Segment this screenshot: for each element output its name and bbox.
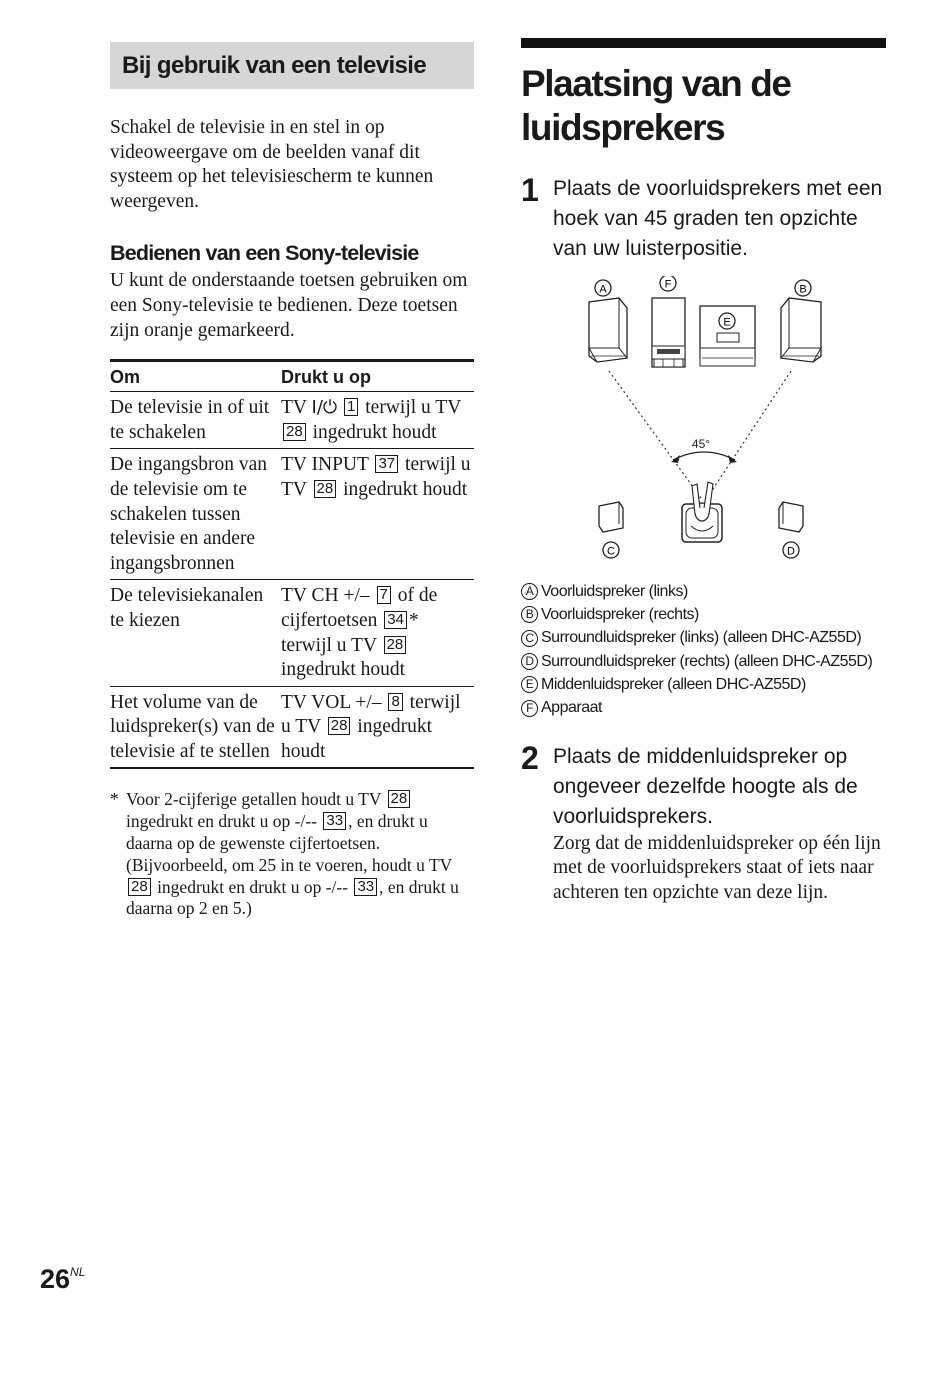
key-number-badge: 28 xyxy=(328,717,351,735)
footnote-segment: ingedrukt en drukt u op -/-- xyxy=(126,811,322,832)
subheading-sony-tv: Bedienen van een Sony-televisie xyxy=(110,241,419,266)
left-sightline xyxy=(609,371,701,498)
label-f: F xyxy=(664,278,672,291)
legend-text: Apparaat xyxy=(541,699,602,717)
key-text: TV CH +/– xyxy=(281,585,375,607)
section-title: Bij gebruik van een televisie xyxy=(122,51,427,79)
key-text: terwijl u TV xyxy=(360,397,461,419)
table-cell-purpose: De ingangsbron van de televisie om te schakelen tussen televisie en andere ingangsbronnen xyxy=(110,449,281,580)
key-number-badge: 33 xyxy=(354,878,377,896)
table-cell-purpose: De televisiekanalen te kiezen xyxy=(110,580,281,686)
key-number-badge: 28 xyxy=(283,423,306,441)
key-text: ingedrukt houdt xyxy=(281,716,433,762)
step-number: 1 xyxy=(521,172,538,208)
label-e-marker xyxy=(719,313,735,329)
step-text: Plaats de voorluidsprekers met een hoek van 45 graden ten opzichte van uw luisterpositie. xyxy=(553,177,883,260)
page-title: Plaatsing van de luidsprekers xyxy=(521,63,791,148)
key-text: ingedrukt houdt xyxy=(307,421,437,443)
legend-letter: C xyxy=(521,630,538,647)
key-text: terwijl u TV xyxy=(281,691,461,738)
table-cell-keys xyxy=(281,449,474,580)
front-right-speaker-icon xyxy=(781,298,821,362)
key-number-badge: 33 xyxy=(323,812,346,830)
power-icon: I/⏻ xyxy=(311,397,338,419)
table-cell-keys xyxy=(281,686,474,768)
label-c-marker xyxy=(603,542,619,558)
footnote-segment: Voor 2-cijferige getallen houdt u TV xyxy=(126,789,386,810)
column-header-keys: Drukt u op xyxy=(281,361,474,392)
angle-arc xyxy=(673,452,735,460)
footnote-segment: , en drukt u daarna op de gewenste cijfertoetsen. (Bijvoorbeeld, om 25 in te voeren, houdt u TV xyxy=(126,811,452,875)
surround-left-speaker-icon xyxy=(599,502,623,532)
sony-intro-paragraph: U kunt de onderstaande toetsen gebruiken om een Sony-televisie te bedienen. Deze toetsen zijn oranje gemarkeerd. xyxy=(110,270,468,341)
key-number-badge: 37 xyxy=(375,455,398,473)
footnote-text xyxy=(126,789,474,920)
key-text: of de cijfertoetsen xyxy=(281,585,438,631)
legend-text: Voorluidspreker (rechts) xyxy=(541,605,699,623)
key-number-badge: 1 xyxy=(344,398,358,416)
left-column xyxy=(110,42,474,920)
key-number-badge: 7 xyxy=(377,586,391,604)
table-row xyxy=(110,686,474,768)
label-a-marker xyxy=(595,280,611,296)
key-number-badge: 28 xyxy=(314,480,337,498)
legend-item xyxy=(521,580,886,603)
speaker-placement-diagram xyxy=(579,276,829,566)
key-text: TV VOL +/– xyxy=(281,691,387,713)
label-f-marker xyxy=(660,276,676,291)
surround-right-speaker-icon xyxy=(779,502,803,532)
table-cell-keys xyxy=(281,580,474,686)
legend-letter: F xyxy=(521,700,538,717)
key-text: ingedrukt houdt xyxy=(281,659,406,681)
control-table xyxy=(110,359,474,769)
label-c: C xyxy=(607,545,615,558)
angle-label: 45° xyxy=(691,437,711,451)
table-cell-keys xyxy=(281,392,474,449)
label-b: B xyxy=(799,283,807,296)
step-number: 2 xyxy=(521,739,538,776)
front-left-speaker-icon xyxy=(589,298,627,362)
key-text: TV INPUT xyxy=(281,454,374,476)
footnote-marker: * xyxy=(110,789,119,810)
step-2-detail: Zorg dat de middenluidspreker op één lijn met de voorluidsprekers staat of iets naar achteren ten opzichte van deze lijn. xyxy=(553,832,881,903)
legend-letter: B xyxy=(521,606,538,623)
key-number-badge: 28 xyxy=(384,636,407,654)
table-row xyxy=(110,449,474,580)
key-number-badge: 34 xyxy=(384,611,407,629)
footnote xyxy=(110,789,474,920)
label-d: D xyxy=(787,545,795,558)
label-d-marker xyxy=(783,542,799,558)
legend-letter: A xyxy=(521,583,538,600)
label-b-marker xyxy=(795,280,811,296)
legend-item xyxy=(521,627,886,650)
step-2 xyxy=(521,739,886,832)
step-text: Plaats de middenluidspreker op ongeveer dezelfde hoogte als de voorluidsprekers. xyxy=(553,744,858,828)
table-cell-purpose: De televisie in of uit te schakelen xyxy=(110,392,281,449)
footnote-segment: , en drukt u daarna op 2 en 5.) xyxy=(126,876,459,919)
label-a: A xyxy=(599,283,607,296)
key-number-badge: 28 xyxy=(388,790,411,808)
section-header-bar xyxy=(110,42,474,89)
page-number xyxy=(40,1264,85,1295)
legend-text: Middenluidspreker (alleen DHC-AZ55D) xyxy=(541,675,806,693)
key-text: TV xyxy=(281,397,307,419)
table-row xyxy=(110,580,474,686)
table-cell-purpose: Het volume van de luidspreker(s) van de televisie af te stellen xyxy=(110,691,275,762)
label-e: E xyxy=(723,316,731,329)
arrowhead-right xyxy=(728,455,737,463)
legend-letter: E xyxy=(521,676,538,693)
legend-text: Voorluidspreker (links) xyxy=(541,582,688,600)
legend-item xyxy=(521,696,886,719)
legend-text: Surroundluidspreker (rechts) (alleen DHC-AZ55D) xyxy=(541,652,873,670)
diagram-legend xyxy=(521,580,886,720)
legend-item xyxy=(521,603,886,626)
step-1 xyxy=(521,174,886,264)
key-text: terwijl u TV xyxy=(281,634,382,656)
table-header-row xyxy=(110,361,474,392)
key-text: ingedrukt houdt xyxy=(338,478,468,500)
footnote-segment: ingedrukt en drukt u op -/-- xyxy=(152,876,353,897)
right-column xyxy=(521,38,886,906)
key-number-badge: 28 xyxy=(128,878,151,896)
right-sightline xyxy=(707,371,791,498)
unit-icon xyxy=(652,298,685,367)
footnote-marker: * xyxy=(408,609,419,631)
page-language-code: NL xyxy=(70,1265,86,1279)
column-header-purpose: Om xyxy=(110,361,281,392)
title-rule xyxy=(521,38,886,48)
legend-text: Surroundluidspreker (links) (alleen DHC-AZ55D) xyxy=(541,629,862,647)
key-number-badge: 8 xyxy=(388,693,402,711)
arrowhead-left xyxy=(671,455,680,463)
intro-paragraph: Schakel de televisie in en stel in op videoweergave om de beelden vanaf dit systeem op het televisiescherm te kunnen weergeven. xyxy=(110,117,434,212)
legend-item xyxy=(521,673,886,696)
legend-letter: D xyxy=(521,653,538,670)
legend-item xyxy=(521,650,886,673)
listener-icon xyxy=(682,482,722,542)
page-number-value: 26 xyxy=(40,1264,71,1294)
table-row xyxy=(110,392,474,449)
key-text: terwijl u TV xyxy=(281,454,471,500)
